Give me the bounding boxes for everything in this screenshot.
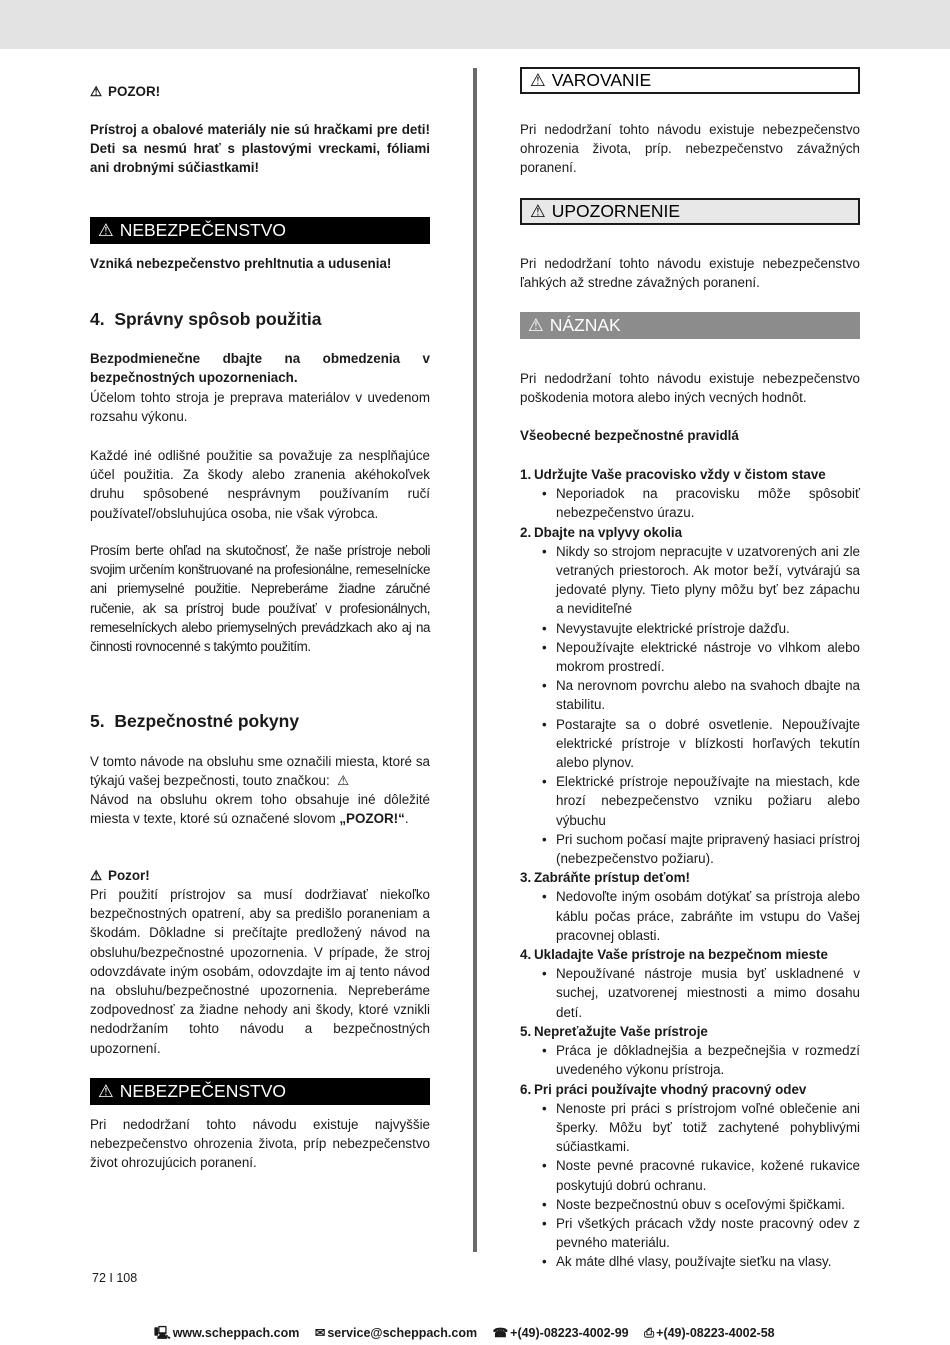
bullet-item: • Nenoste pri práci s prístrojom voľné oblečenie ani šperky. Môžu byť totiž zachytené pohyblivými súčiastkami.: [556, 1099, 860, 1157]
section-4-title: 4. Správny spôsob použitia: [90, 309, 322, 329]
bullet-item: • Nevystavujte elektrické prístroje dažďu.: [556, 619, 860, 638]
rule-item: [520, 945, 860, 1022]
rule-number: 3.: [520, 870, 532, 886]
danger-text-1: Vzniká nebezpečenstvo prehltnutia a udusenia!: [90, 256, 392, 271]
section-4-bold: Bezpodmienečne dbajte na obmedzenia v bezpečnostných upozorneniach.: [90, 351, 430, 386]
rule-heading: [520, 465, 860, 484]
monitor-icon: 🖳: [154, 1326, 171, 1340]
bullet-item: • Ak máte dlhé vlasy, používajte sieťku na vlasy.: [556, 1252, 860, 1271]
bullet-item: • Nepoužívajte elektrické nástroje vo vlhkom alebo mokrom prostredí.: [556, 638, 860, 676]
footer-email[interactable]: service@scheppach.com: [327, 1326, 478, 1340]
rule-title: Zabráňte prístup deťom!: [534, 870, 690, 886]
rule-title: Ukladajte Vaše prístroje na bezpečnom mieste: [534, 947, 828, 963]
bullet-item: • Nikdy so strojom nepracujte v uzatvorených ani zle vetraných priestoroch. Ak motor beží, vytvárajú sa jedovaté plyny. Tieto plyny môžu byť bez zápachu a neviditeľné: [556, 542, 860, 619]
rule-heading: [520, 945, 860, 964]
bullet-item: • Noste pevné pracovné rukavice, kožené rukavice poskytujú dobrú ochranu.: [556, 1156, 860, 1194]
rule-number: 6.: [520, 1081, 532, 1097]
danger-label-2: ⚠ NEBEZPEČENSTVO: [90, 1078, 430, 1105]
section-4-para-1: Účelom tohto stroja je preprava materiálov v uvedenom rozsahu výkonu.: [90, 390, 430, 425]
rule-heading: [520, 1080, 860, 1099]
rule-bullets: [520, 887, 860, 945]
contact-footer: [154, 1324, 787, 1345]
danger-text-2: Pri nedodržaní tohto návodu existuje najvyššie nebezpečenstvo ohrozenia života, príp nebezpečenstvo život ohrozujúcich poranení.: [90, 1117, 430, 1171]
warning-triangle-icon: ⚠: [90, 868, 103, 883]
rules-list: [520, 465, 860, 1272]
page-number: 72 I 108: [92, 1271, 138, 1285]
pozor-text-2: Pri použití prístrojov sa musí dodržiavať niekoľko bezpečnostných opatrení, aby sa predišlo poraneniam a škodám. Dôkladne si prečítajte predložený návod na obsluhu/bezpečnostné upozornenia. V prípade, že stroj odovzdávate iným osobám, odovzdajte im aj tento návod na obsluhu/bezpečnostné upozornenia. Nepreberáme zodpovednosť za žiadne nehody ani škody, ktoré vznikli nedodržaním tohto návodu a bezpečnostných upozornení.: [90, 887, 430, 1056]
rule-bullets: [520, 964, 860, 1022]
rule-heading: [520, 868, 860, 887]
rule-title: Dbajte na vplyvy okolia: [534, 524, 683, 540]
rule-title: Pri práci používajte vhodný pracovný odev: [534, 1081, 807, 1097]
section-4-para-2: Každé iné odlišné použitie sa považuje za nesplňajúce účel použitia. Za škody alebo zranenia akéhokoľvek druhu spôsobené nesprávnym používaním ručí používateľ/obsluhujúca osoba, nie však výrobca.: [90, 448, 430, 521]
warning-triangle-icon: ⚠: [530, 201, 546, 221]
mail-icon: ✉: [314, 1326, 326, 1340]
bullet-item: • Nedovoľte iným osobám dotýkať sa prístroja alebo káblu počas práce, zabráňte im vstupu do Vašej pracovnej oblasti.: [556, 887, 860, 945]
warning-triangle-icon: ⚠: [530, 70, 546, 90]
rule-heading: [520, 1022, 860, 1041]
rule-item: [520, 465, 860, 523]
warning-triangle-icon: ⚠: [90, 84, 103, 99]
upozornenie-text: Pri nedodržaní tohto návodu existuje nebezpečenstvo ľahkých až stredne závažných poranení.: [520, 256, 860, 291]
rules-title: Všeobecné bezpečnostné pravidlá: [520, 428, 739, 443]
section-5-title: 5. Bezpečnostné pokyny: [90, 711, 300, 731]
section-4-para-3: Prosím berte ohľad na skutočnosť, že naše prístroje neboli svojim určením konštruované na profesionálne, remeselnícke ani priemyselné použitie. Nepreberáme žiadne záručné ručenie, ak sa prístroj bude používať v profesionálnych, remeselníckych alebo priemyselných prevádzkach ako aj na činnosti rovnocenné s takýmto použitím.: [90, 543, 430, 655]
bullet-item: • Pri všetkých prácach vždy noste pracovný odev z pevného materiálu.: [556, 1214, 860, 1252]
footer-phone: +(49)-08223-4002-99: [510, 1326, 629, 1340]
bullet-item: • Noste bezpečnostnú obuv s oceľovými špičkami.: [556, 1195, 860, 1214]
rule-number: 1.: [520, 467, 532, 482]
bullet-item: • Na nerovnom povrchu alebo na svahoch dbajte na stabilitu.: [556, 676, 860, 714]
rule-item: [520, 868, 860, 945]
section-5-para-1: V tomto návode na obsluhu sme označili miesta, ktoré sa týkajú vašej bezpečnosti, touto značkou: ⚠: [90, 754, 430, 789]
footer-fax: +(49)-08223-4002-58: [656, 1326, 775, 1340]
rule-item: [520, 1080, 860, 1272]
fax-icon: ⎙: [644, 1326, 655, 1340]
warning-triangle-icon: ⚠: [528, 315, 544, 335]
warning-triangle-icon: ⚠: [98, 1081, 114, 1101]
bullet-item: • Nepoužívané nástroje musia byť uskladnené v suchej, uzatvorenej miestnosti a mimo dosahu detí.: [556, 964, 860, 1022]
danger-label-1: ⚠ NEBEZPEČENSTVO: [90, 217, 430, 244]
rule-item: [520, 523, 860, 869]
column-divider: [473, 68, 477, 1252]
rule-title: Nepreťažujte Vaše prístroje: [534, 1023, 708, 1039]
footer-web[interactable]: www.scheppach.com: [172, 1326, 300, 1340]
bullet-item: • Práca je dôkladnejšia a bezpečnejšia v rozmedzí uvedeného výkonu prístroja.: [556, 1041, 860, 1079]
rule-number: 4.: [520, 947, 532, 963]
rule-bullets: [520, 1041, 860, 1079]
rule-title: Udržujte Vaše pracovisko vždy v čistom stave: [534, 467, 826, 482]
rule-item: [520, 1022, 860, 1080]
phone-icon: ☎: [492, 1326, 509, 1340]
naznak-text: Pri nedodržaní tohto návodu existuje nebezpečenstvo poškodenia motora alebo iných vecných hodnôt.: [520, 371, 860, 406]
varovanie-label: ⚠ VAROVANIE: [520, 67, 860, 94]
rule-bullets: [520, 1099, 860, 1272]
bullet-item: • Elektrické prístroje nepoužívajte na miestach, kde hrozí nebezpečenstvo vzniku požiaru alebo výbuchu: [556, 772, 860, 830]
rule-bullets: [520, 484, 860, 522]
rule-heading: [520, 523, 860, 542]
rule-bullets: [520, 542, 860, 868]
varovanie-text: Pri nedodržaní tohto návodu existuje nebezpečenstvo ohrozenia života, príp. nebezpečenstvo závažných poranení.: [520, 122, 860, 176]
naznak-label: ⚠ NÁZNAK: [520, 312, 860, 339]
rule-number: 2.: [520, 524, 532, 540]
pozor-heading-2: ⚠ Pozor!: [90, 868, 150, 883]
pozor-text: Prístroj a obalové materiály nie sú hračkami pre deti! Deti sa nesmú hrať s plastovými vreckami, fóliami ani drobnými súčiastkami!: [90, 122, 430, 176]
section-5-para-2: Návod na obsluhu okrem toho obsahuje iné dôležité miesta v texte, ktoré sú označené slovom „POZOR!“.: [90, 792, 430, 827]
rule-number: 5.: [520, 1023, 532, 1039]
bullet-item: • Pri suchom počasí majte pripravený hasiaci prístroj (nebezpečenstvo požiaru).: [556, 830, 860, 868]
bullet-item: • Postarajte sa o dobré osvetlenie. Nepoužívajte elektrické prístroje v blízkosti horľavých tekutín alebo plynov.: [556, 715, 860, 773]
top-header-bar: [0, 0, 950, 49]
pozor-heading: ⚠ POZOR!: [90, 84, 161, 99]
upozornenie-label: ⚠ UPOZORNENIE: [520, 198, 860, 225]
bullet-item: • Neporiadok na pracovisku môže spôsobiť nebezpečenstvo úrazu.: [556, 484, 860, 522]
warning-triangle-icon: ⚠: [98, 220, 114, 240]
